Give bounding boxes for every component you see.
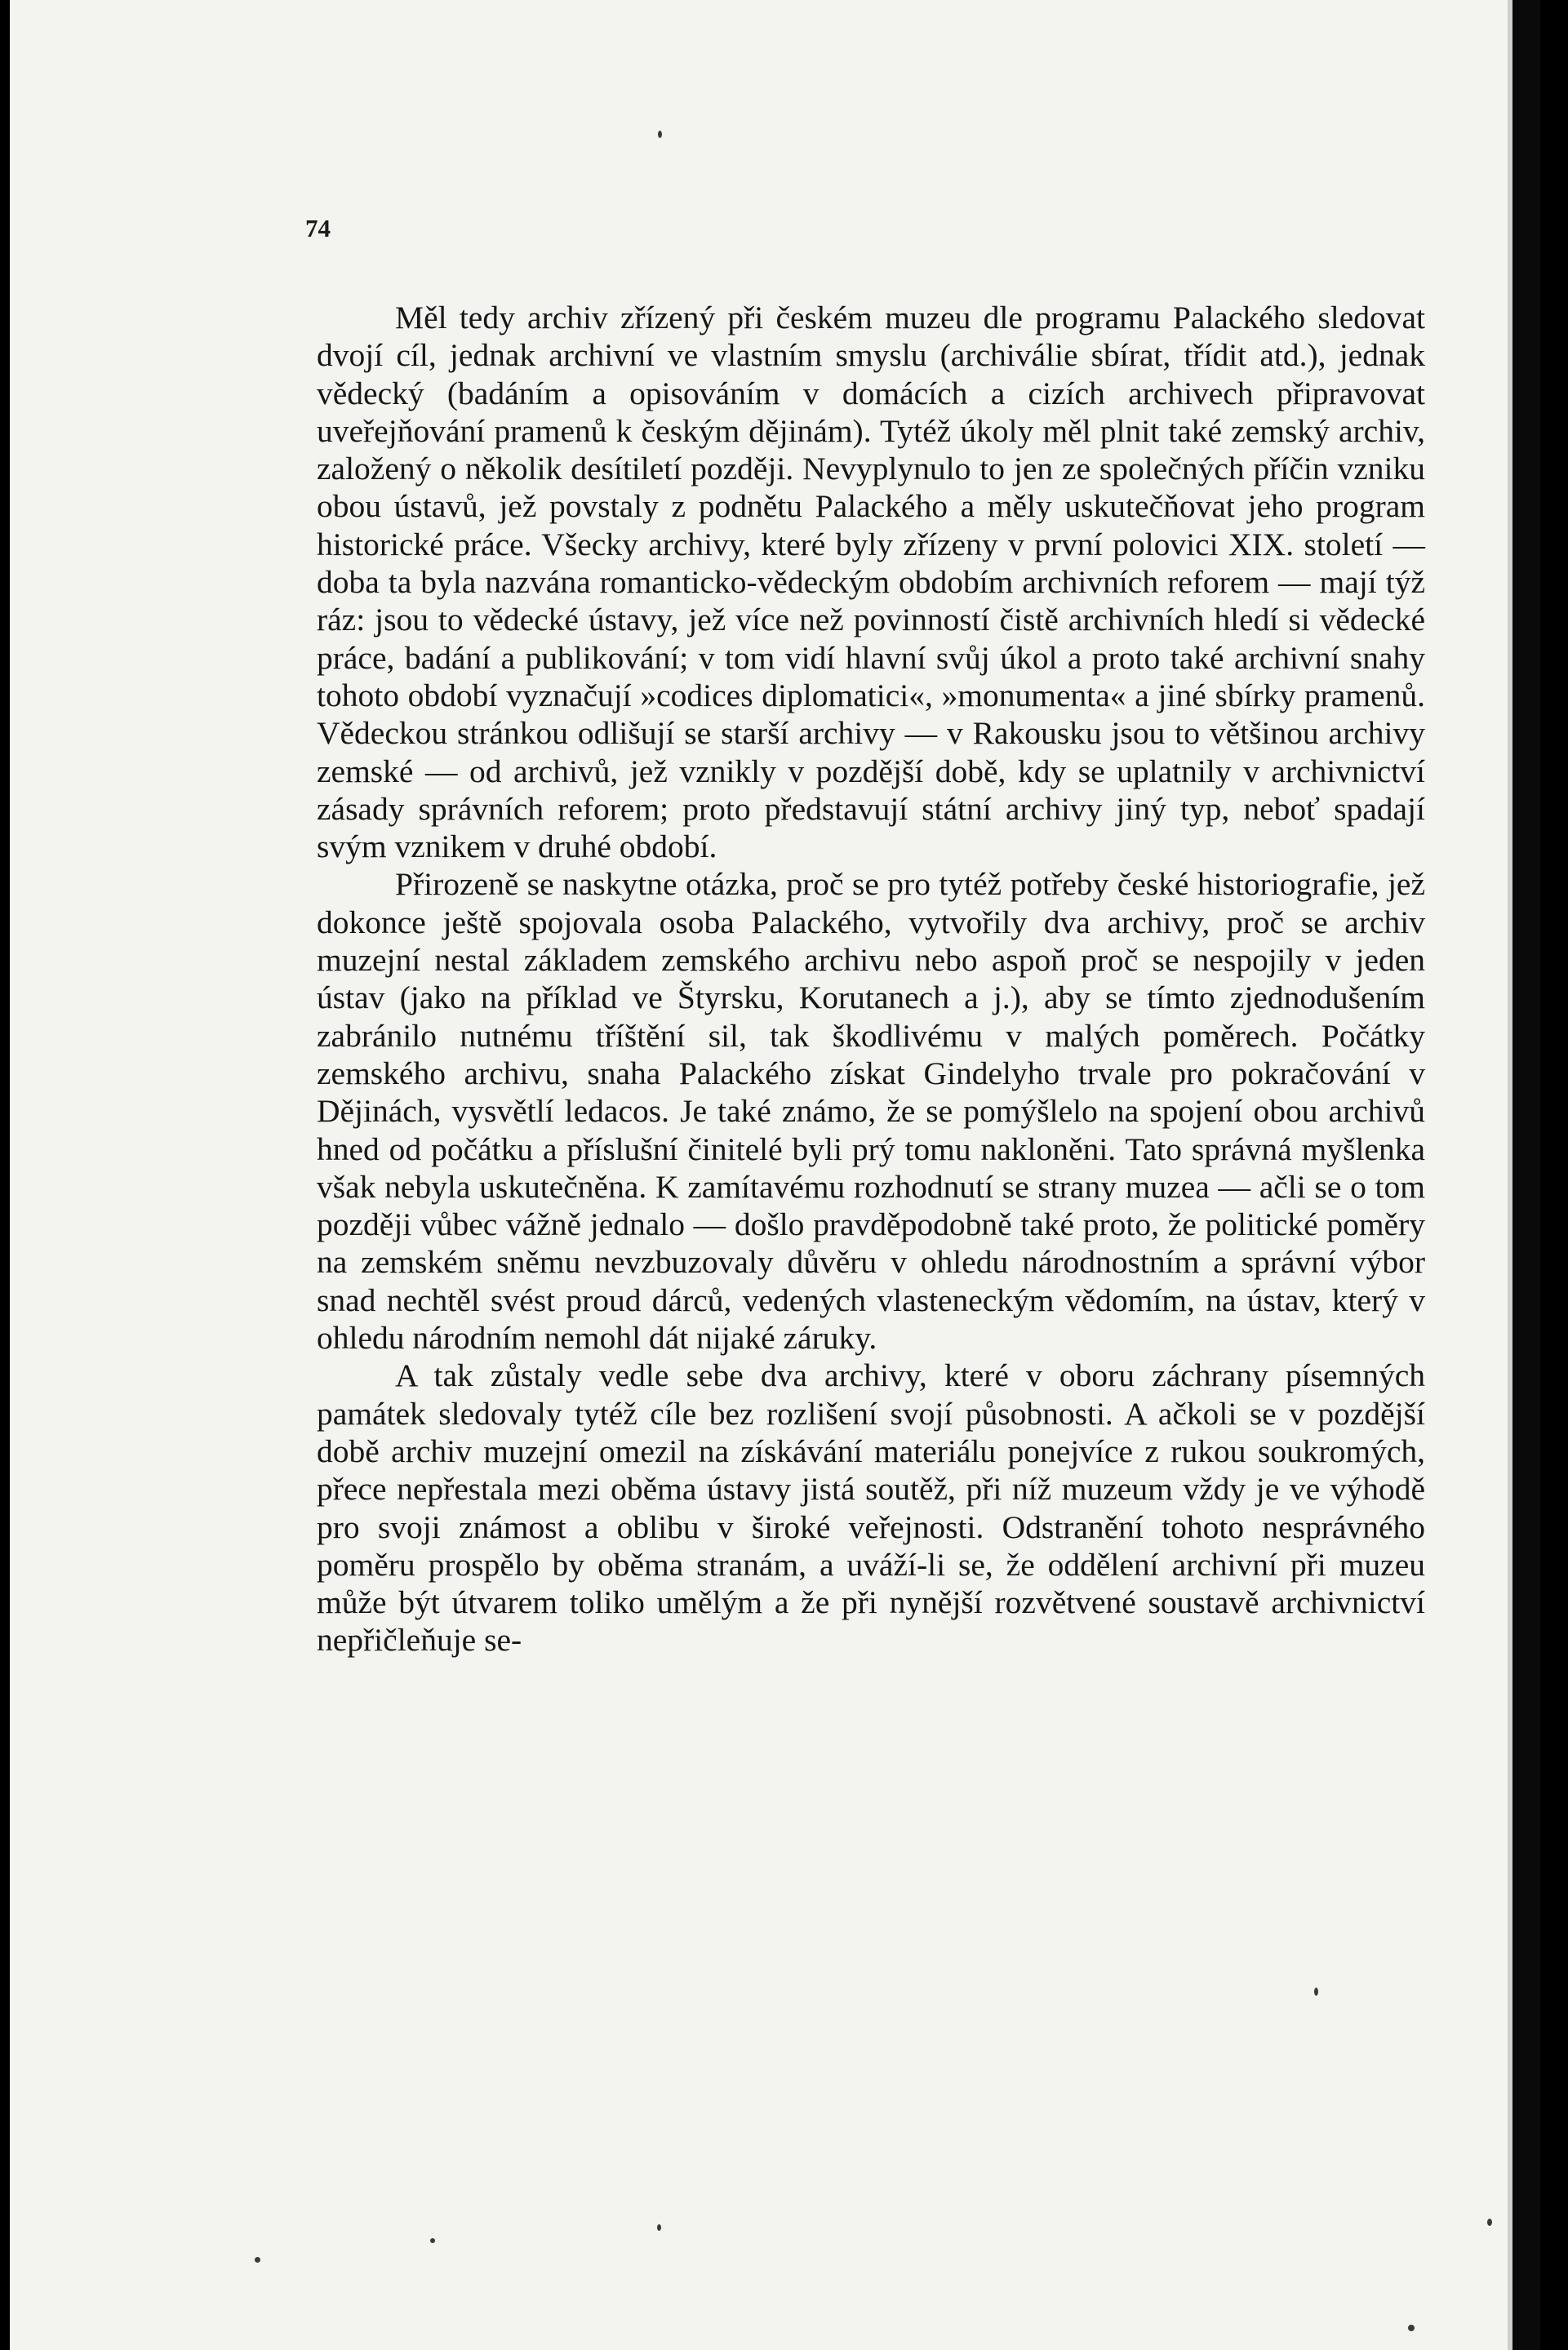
paper-speck <box>430 2238 435 2243</box>
book-page <box>10 0 1540 2350</box>
paper-speck <box>255 2257 260 2263</box>
paper-speck <box>1408 2325 1415 2331</box>
paper-speck <box>657 2224 661 2231</box>
book-spine <box>1512 0 1540 2350</box>
paper-speck <box>658 131 662 138</box>
paper-speck <box>1314 1988 1318 1996</box>
page-number: 74 <box>305 214 331 242</box>
body-text <box>317 299 1425 1659</box>
paper-speck <box>1487 2219 1492 2226</box>
paragraph-1: Měl tedy archiv zřízený při českém muzeu dle programu Palackého sledovat dvojí cíl, jednak archivní ve vlastním smyslu (archiválie sbírat, třídit atd.), jednak vědecký (badáním a opisováním v domácích a cizích archivech připravovat uveřejňování pramenů k českým dějinám). Tytéž úkoly měl plnit také zemský archiv, založený o několik desítiletí později. Nevyplynulo to jen ze společných příčin vzniku obou ústavů, jež povstaly z podnětu Palackého a měly uskutečňovat jeho program historické práce. Všecky archivy, které byly zřízeny v první polovici XIX. století — doba ta byla nazvána romanticko-vědeckým obdobím archivních reforem — mají týž ráz: jsou to vědecké ústavy, jež více než povinností čistě archivních hledí si vědecké práce, badání a publikování; v tom vidí hlavní svůj úkol a proto také archivní snahy tohoto období vyznačují »codices diplomatici«, »monumenta« a jiné sbírky pramenů. Vědeckou stránkou odlišují se starší archivy — v Rakousku jsou to většinou archivy zemské — od archivů, jež vznikly v pozdější době, kdy se uplatnily v archivnictví zásady správních reforem; proto představují státní archivy jiný typ, neboť spadají svým vznikem v druhé období. <box>317 300 1425 865</box>
paragraph-2: Přirozeně se naskytne otázka, proč se pro tytéž potřeby české historiografie, jež dokonce ještě spojovala osoba Palackého, vytvořily dva archivy, proč se archiv muzejní nestal základem zemského archivu nebo aspoň proč se nespojily v jeden ústav (jako na příklad ve Štyrsku, Korutanech a j.), aby se tímto zjednodušením zabránilo nutnému tříštění sil, tak škodlivému v malých poměrech. Počátky zemského archivu, snaha Palackého získat Gindelyho trvale pro pokračování v Dějinách, vysvětlí ledacos. Je také známo, že se pomýšlelo na spojení obou archivů hned od počátku a příslušní činitelé byli prý tomu nakloněni. Tato správná myšlenka však nebyla uskutečněna. K zamítavému rozhodnutí se strany muzea — ačli se o tom později vůbec vážně jednalo — došlo pravděpodobně také proto, že politické poměry na zemském sněmu nevzbuzovaly důvěru v ohledu národnostním a správní výbor snad nechtěl svést proud dárců, vedených vlasteneckým vědomím, na ústav, který v ohledu národním nemohl dát nijaké záruky. <box>317 866 1425 1357</box>
paragraph-3: A tak zůstaly vedle sebe dva archivy, které v oboru záchrany písemných památek sledovaly tytéž cíle bez rozlišení svojí působnosti. A ačkoli se v pozdější době archiv muzejní omezil na získávání materiálu ponejvíce z rukou soukromých, přece nepřestala mezi oběma ústavy jistá soutěž, při níž muzeum vždy je ve výhodě pro svoji známost a oblibu v široké veřejnosti. Odstranění tohoto nesprávného poměru prospělo by oběma stranám, a uváží-li se, že oddělení archivní při muzeu může být útvarem toliko umělým a že při nynější rozvětvené soustavě archivnictví nepřičleňuje se- <box>317 1357 1425 1659</box>
